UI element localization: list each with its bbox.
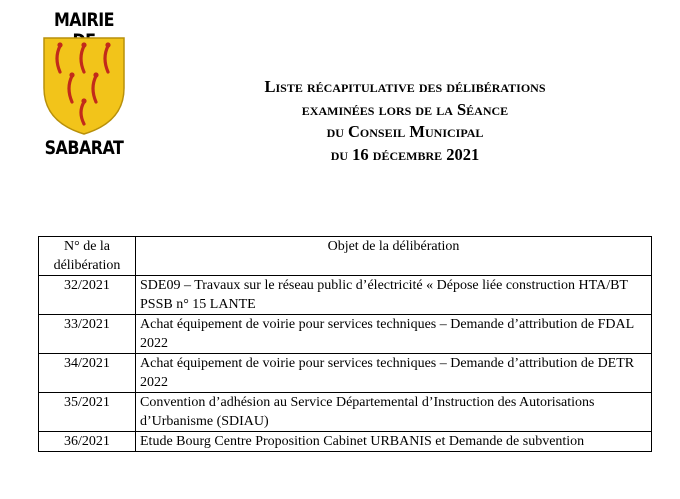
table-header-row	[39, 237, 652, 276]
title-line-4: du 16 décembre 2021	[330, 144, 480, 164]
header-number-line1: N° de la	[63, 239, 111, 254]
row-object: Etude Bourg Centre Proposition Cabinet URBANIS et Demande de subvention	[136, 432, 652, 452]
row-object: SDE09 – Travaux sur le réseau public d’électricité « Dépose liée construction HTA/BT PSSB n° 15 LANTE	[136, 276, 652, 315]
title-line-1: Liste récapitulative des délibérations	[264, 77, 546, 96]
municipal-logo	[36, 10, 132, 168]
title-line-3: du Conseil Municipal	[326, 122, 484, 141]
header-object: Objet de la délibération	[136, 237, 652, 276]
table-row	[39, 354, 652, 393]
row-number: 36/2021	[39, 432, 136, 452]
deliberations-table	[38, 236, 652, 452]
header-number-line2: délibération	[53, 258, 121, 273]
table-row	[39, 393, 652, 432]
logo-bottom-text: SABARAT	[44, 138, 124, 159]
row-object: Achat équipement de voirie pour services techniques – Demande d’attribution de DETR 2022	[136, 354, 652, 393]
table-row	[39, 276, 652, 315]
row-number: 32/2021	[39, 276, 136, 315]
row-number: 35/2021	[39, 393, 136, 432]
document-title	[150, 76, 660, 166]
table-row	[39, 315, 652, 354]
title-line-2: examinées lors de la Séance	[301, 99, 509, 119]
table-row	[39, 432, 652, 452]
row-object: Achat équipement de voirie pour services techniques – Demande d’attribution de FDAL 2022	[136, 315, 652, 354]
logo-top-text: MAIRIE	[53, 10, 115, 31]
row-number: 34/2021	[39, 354, 136, 393]
coat-of-arms-shield-icon	[42, 36, 126, 136]
header-number	[39, 237, 136, 276]
row-number: 33/2021	[39, 315, 136, 354]
row-object: Convention d’adhésion au Service Départemental d’Instruction des Autorisations d’Urbanisme (SDIAU)	[136, 393, 652, 432]
